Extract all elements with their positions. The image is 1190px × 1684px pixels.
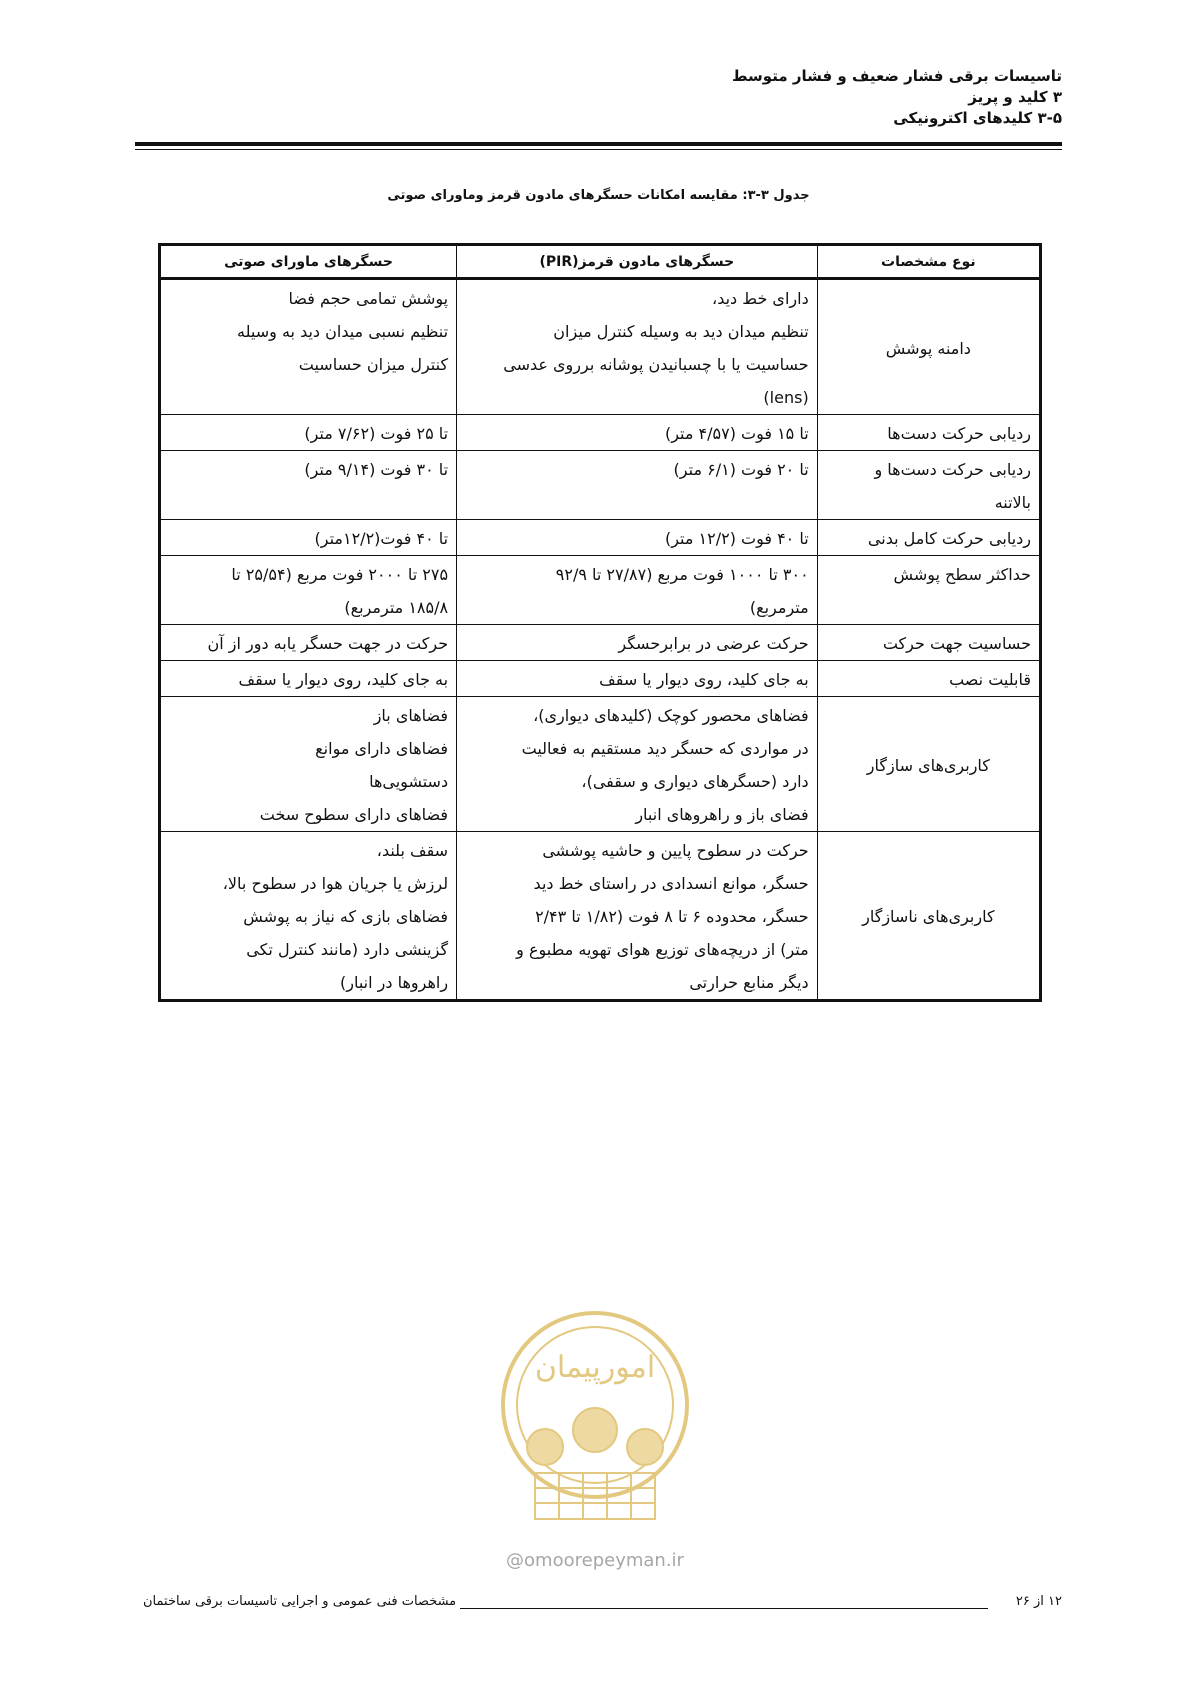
cell-line: لرزش یا جریان هوا در سطوح بالا، <box>222 874 449 893</box>
cell-ultrasonic <box>160 661 457 697</box>
table-row <box>160 451 1041 520</box>
table-body <box>160 279 1041 1001</box>
cell-line: ردیابی حرکت دست‌ها <box>887 424 1031 443</box>
cell-line: دیگر منابع حرارتی <box>689 973 809 992</box>
cell-line: حسگر، محدوده ۶ تا ۸ فوت (۱/۸۲ تا ۲/۴۳ <box>535 907 809 926</box>
cell-feature <box>817 415 1040 451</box>
cell-ultrasonic <box>160 520 457 556</box>
table-row <box>160 520 1041 556</box>
page-footer <box>135 1594 1062 1618</box>
cell-line: حساسیت جهت حرکت <box>882 634 1031 653</box>
table-header-row <box>160 245 1041 279</box>
cell-ultrasonic <box>160 415 457 451</box>
cell-line: حسگر، موانع انسدادی در راستای خط دید <box>533 874 809 893</box>
page-header <box>132 66 1062 129</box>
cell-feature <box>817 556 1040 625</box>
cell-line: فضای باز و راهروهای انبار <box>635 805 809 824</box>
sensor-comparison-table <box>158 243 1042 1002</box>
header-feature: نوع مشخصات <box>817 245 1040 279</box>
cell-line: حداکثر سطح پوشش <box>893 565 1031 584</box>
cell-ultrasonic <box>160 451 457 520</box>
cell-line: سقف بلند، <box>376 841 449 860</box>
cell-line: در مواردی که حسگر دید مستقیم به فعالیت <box>521 739 809 758</box>
cell-feature <box>817 279 1040 415</box>
footer-document-title: مشخصات فنی عمومی و اجرایی تاسیسات برقی ساختمان <box>143 1594 457 1609</box>
header-ultrasonic: حسگرهای ماورای صوتی <box>160 245 457 279</box>
cell-pir <box>457 697 818 832</box>
cell-line: تنظیم میدان دید به وسیله کنترل میزان <box>553 322 809 341</box>
cell-line: تا ۴۰ فوت (۱۲/۲ متر) <box>664 529 809 548</box>
cell-pir <box>457 415 818 451</box>
table-row <box>160 832 1041 1001</box>
cell-line: فضاهای بازی که نیاز به پوشش <box>243 907 449 926</box>
cell-line: به جای کلید، روی دیوار یا سقف <box>599 670 809 689</box>
cell-pir <box>457 279 818 415</box>
cell-line: ۱۸۵/۸ مترمربع) <box>344 598 449 617</box>
cell-line: دستشویی‌ها <box>369 772 449 791</box>
cell-feature <box>817 451 1040 520</box>
cell-line: قابلیت نصب <box>949 670 1031 689</box>
cell-line: تا ۳۰ فوت (۹/۱۴ متر) <box>304 460 449 479</box>
cell-pir <box>457 520 818 556</box>
cell-ultrasonic <box>160 625 457 661</box>
logo-text: امورپیمان <box>534 1350 656 1385</box>
cell-line: حرکت در سطوح پایین و حاشیه پوششی <box>542 841 809 860</box>
cell-line: کاربری‌های سازگار <box>866 755 990 775</box>
cell-line: (lens) <box>763 388 809 407</box>
cell-line: ۲۷۵ تا ۲۰۰۰ فوت مربع (۲۵/۵۴ تا <box>231 565 449 584</box>
cell-line: مترمربع) <box>749 598 809 617</box>
cell-pir <box>457 661 818 697</box>
cell-line: تا ۲۵ فوت (۷/۶۲ متر) <box>304 424 449 443</box>
cell-line: تا ۱۵ فوت (۴/۵۷ متر) <box>664 424 809 443</box>
cell-line: گزینشی دارد (مانند کنترل تکی <box>246 940 449 959</box>
cell-feature <box>817 520 1040 556</box>
cell-line: فضاهای باز <box>373 706 449 725</box>
table-row <box>160 415 1041 451</box>
cell-line: راهروها در انبار) <box>340 973 449 992</box>
cell-line: کنترل میزان حساسیت <box>298 355 449 374</box>
cell-ultrasonic <box>160 556 457 625</box>
cell-line: حرکت عرضی در برابرحسگر <box>618 634 809 653</box>
cell-line: تا ۴۰ فوت(۱۲/۲متر) <box>314 529 449 548</box>
header-pir: حسگرهای مادون قرمز(PIR) <box>457 245 818 279</box>
footer-rule <box>460 1608 988 1609</box>
table-row <box>160 625 1041 661</box>
cell-feature <box>817 661 1040 697</box>
cell-line: بالاتنه <box>994 493 1031 512</box>
table-row <box>160 661 1041 697</box>
cell-line: فضاهای دارای موانع <box>315 739 449 758</box>
cell-line: متر) از دریچه‌های توزیع هوای تهویه مطبوع و <box>516 940 809 959</box>
page-number: ۱۲ از ۲۶ <box>1015 1594 1062 1609</box>
table-row <box>160 279 1041 415</box>
cell-line: ۳۰۰ تا ۱۰۰۰ فوت مربع (۲۷/۸۷ تا ۹۲/۹ <box>555 565 809 584</box>
cell-pir <box>457 451 818 520</box>
cell-line: پوشش تمامی حجم فضا <box>288 289 449 308</box>
header-divider-thick <box>135 142 1062 146</box>
watermark-url: @omoorepeyman.ir <box>506 1550 684 1571</box>
cell-pir <box>457 625 818 661</box>
cell-line: دارای خط دید، <box>712 289 809 308</box>
table-caption: جدول ۳-۳: مقایسه امکانات حسگرهای مادون قرمز وماورای صوتی <box>387 188 810 203</box>
cell-line: ردیابی حرکت دست‌ها و <box>874 460 1031 479</box>
cell-line: حرکت در جهت حسگر یابه دور از آن <box>207 634 449 653</box>
header-line-chapter: ۳ کلید و پریز <box>968 88 1062 106</box>
cell-pir <box>457 832 818 1001</box>
cell-line: تا ۲۰ فوت (۶/۱ متر) <box>673 460 809 479</box>
cell-feature <box>817 625 1040 661</box>
cell-ultrasonic <box>160 279 457 415</box>
header-divider-thin <box>135 149 1062 150</box>
cell-line: تنظیم نسبی میدان دید به وسیله <box>237 322 449 341</box>
cell-line: ردیابی حرکت کامل بدنی <box>867 529 1031 548</box>
omoorepeyman-logo-watermark <box>495 1305 695 1543</box>
cell-pir <box>457 556 818 625</box>
header-line-section: ۳-۵ کلیدهای اکترونیکی <box>893 109 1062 127</box>
cell-ultrasonic <box>160 697 457 832</box>
table-row <box>160 556 1041 625</box>
cell-line: دارد (حسگرهای دیواری و سقفی)، <box>581 772 809 791</box>
cell-line: حساسیت یا با چسبانیدن پوشانه برروی عدسی <box>503 355 809 374</box>
cell-line: کاربری‌های ناسازگار <box>862 907 995 926</box>
cell-line: به جای کلید، روی دیوار یا سقف <box>238 670 449 689</box>
cell-feature <box>817 832 1040 1001</box>
cell-line: دامنه پوشش <box>885 338 971 358</box>
cell-feature <box>817 697 1040 832</box>
table-row <box>160 697 1041 832</box>
cell-ultrasonic <box>160 832 457 1001</box>
header-line-document-title: تاسیسات برقی فشار ضعیف و فشار متوسط <box>731 67 1062 85</box>
cell-line: فضاهای دارای سطوح سخت <box>259 805 449 824</box>
cell-line: فضاهای محصور کوچک (کلیدهای دیواری)، <box>533 706 809 725</box>
